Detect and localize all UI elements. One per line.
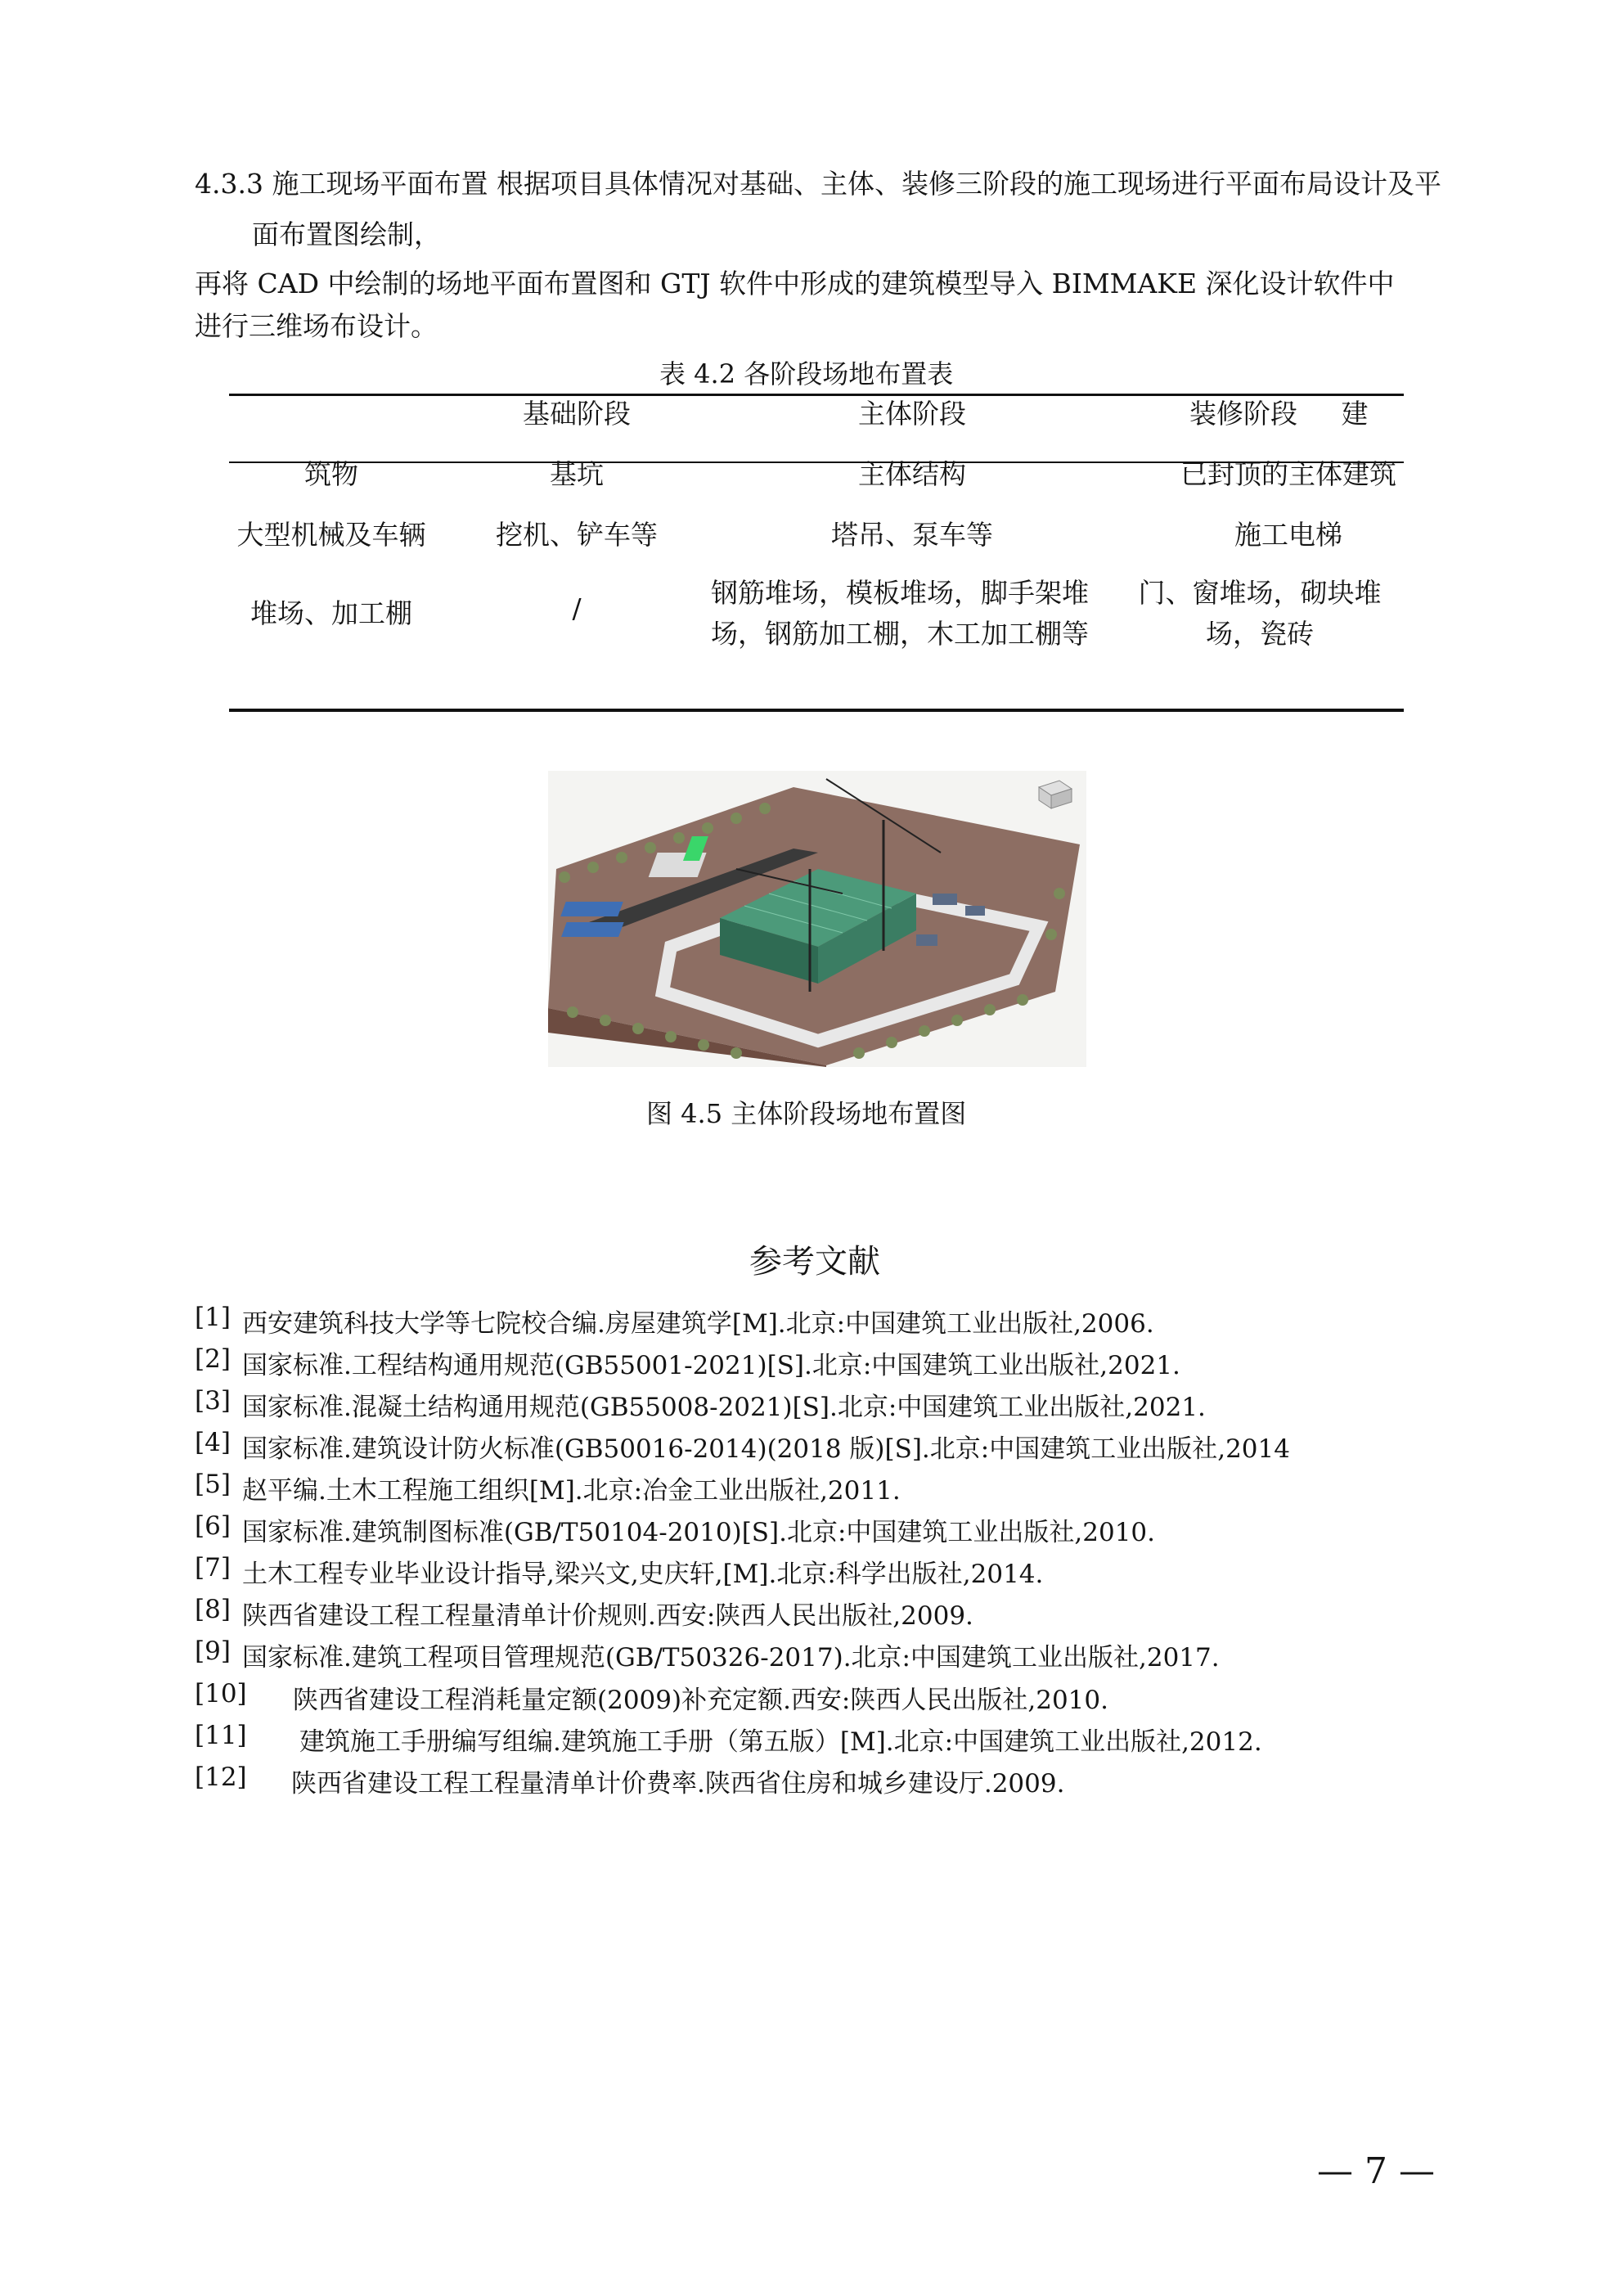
- table-cell: 主体结构: [858, 458, 966, 490]
- table-row-label: 筑物: [304, 458, 358, 490]
- table-row-label: 大型机械及车辆: [236, 519, 426, 551]
- reference-text: 建筑施工手册编写组编.建筑施工手册（第五版）[M].北京:中国建筑工业出版社,2012.: [299, 1727, 1262, 1757]
- table-header-cell: 装修阶段: [1189, 398, 1297, 430]
- table-header-overflow: 建: [1341, 398, 1369, 430]
- table-cell: 挖机、铲车等: [496, 519, 658, 551]
- table-cell: 塔吊、泵车等: [831, 519, 993, 551]
- reference-number: [4]: [195, 1428, 231, 1457]
- reference-number: [2]: [195, 1344, 231, 1374]
- reference-number: [8]: [195, 1595, 231, 1624]
- reference-number: [3]: [195, 1386, 231, 1416]
- site-layout-figure: [548, 771, 1086, 1067]
- reference-number: [9]: [195, 1636, 231, 1666]
- table-cell: 钢筋堆场，模板堆场，脚手架堆场，钢筋加工棚，木工加工棚等: [711, 577, 1089, 650]
- figure-caption: 图 4.5 主体阶段场地布置图: [646, 1098, 967, 1129]
- section-line-2: 面布置图绘制，: [252, 218, 441, 250]
- table-cell: 基坑: [550, 458, 604, 490]
- reference-number: [7]: [195, 1553, 231, 1582]
- reference-number: [12]: [195, 1763, 247, 1792]
- table-cell: /: [572, 592, 582, 624]
- reference-text: 国家标准.工程结构通用规范(GB55001-2021)[S].北京:中国建筑工业出版社,2021.: [242, 1351, 1180, 1380]
- reference-number: [6]: [195, 1511, 231, 1541]
- reference-text: 西安建筑科技大学等七院校合编.房屋建筑学[M].北京:中国建筑工业出版社,2006.: [242, 1309, 1154, 1339]
- table-header-cell: 基础阶段: [523, 398, 631, 430]
- reference-text: 国家标准.建筑工程项目管理规范(GB/T50326-2017).北京:中国建筑工业出版社,2017.: [242, 1643, 1220, 1672]
- table-caption: 表 4.2 各阶段场地布置表: [659, 358, 954, 389]
- table-cell: 施工电梯: [1234, 519, 1342, 551]
- table-cell: 已封顶的主体建筑: [1180, 458, 1396, 490]
- reference-text: 赵平编.土木工程施工组织[M].北京:冶金工业出版社,2011.: [242, 1476, 901, 1506]
- reference-number: [1]: [195, 1303, 231, 1332]
- table-bottom-rule: [229, 709, 1404, 712]
- reference-text: 陕西省建设工程消耗量定额(2009)补充定额.西安:陕西人民出版社,2010.: [293, 1686, 1108, 1715]
- reference-text: 陕西省建设工程工程量清单计价规则.西安:陕西人民出版社,2009.: [242, 1601, 973, 1631]
- reference-number: [11]: [195, 1721, 247, 1750]
- reference-text: 国家标准.建筑制图标准(GB/T50104-2010)[S].北京:中国建筑工业出版社,2010.: [242, 1518, 1156, 1547]
- reference-text: 国家标准.混凝土结构通用规范(GB55008-2021)[S].北京:中国建筑工业出版社,2021.: [242, 1393, 1206, 1422]
- site-layout-model-image: [548, 771, 1086, 1067]
- references-heading: 参考文献: [749, 1243, 880, 1281]
- page-number: — 7 —: [1317, 2150, 1435, 2192]
- reference-text: 陕西省建设工程工程量清单计价费率.陕西省住房和城乡建设厅.2009.: [291, 1769, 1065, 1799]
- table-header-cell: 主体阶段: [858, 398, 966, 430]
- section-line-3: 再将 CAD 中绘制的场地平面布置图和 GTJ 软件中形成的建筑模型导入 BIMMAKE 深化设计软件中: [195, 268, 1395, 299]
- reference-number: [10]: [195, 1679, 247, 1708]
- reference-text: 国家标准.建筑设计防火标准(GB50016-2014)(2018 版)[S].北京:中国建筑工业出版社,2014: [242, 1434, 1290, 1464]
- section-line-4: 进行三维场布设计。: [195, 310, 438, 342]
- reference-number: [5]: [195, 1470, 231, 1499]
- table-row-label: 堆场、加工棚: [250, 597, 412, 629]
- table-cell: 门、窗堆场，砌块堆场，瓷砖: [1138, 577, 1382, 650]
- reference-text: 土木工程专业毕业设计指导,梁兴文,史庆轩,[M].北京:科学出版社,2014.: [242, 1560, 1044, 1589]
- section-line-1: 4.3.3 施工现场平面布置 根据项目具体情况对基础、主体、装修三阶段的施工现场进行平面布局设计及平: [195, 168, 1441, 200]
